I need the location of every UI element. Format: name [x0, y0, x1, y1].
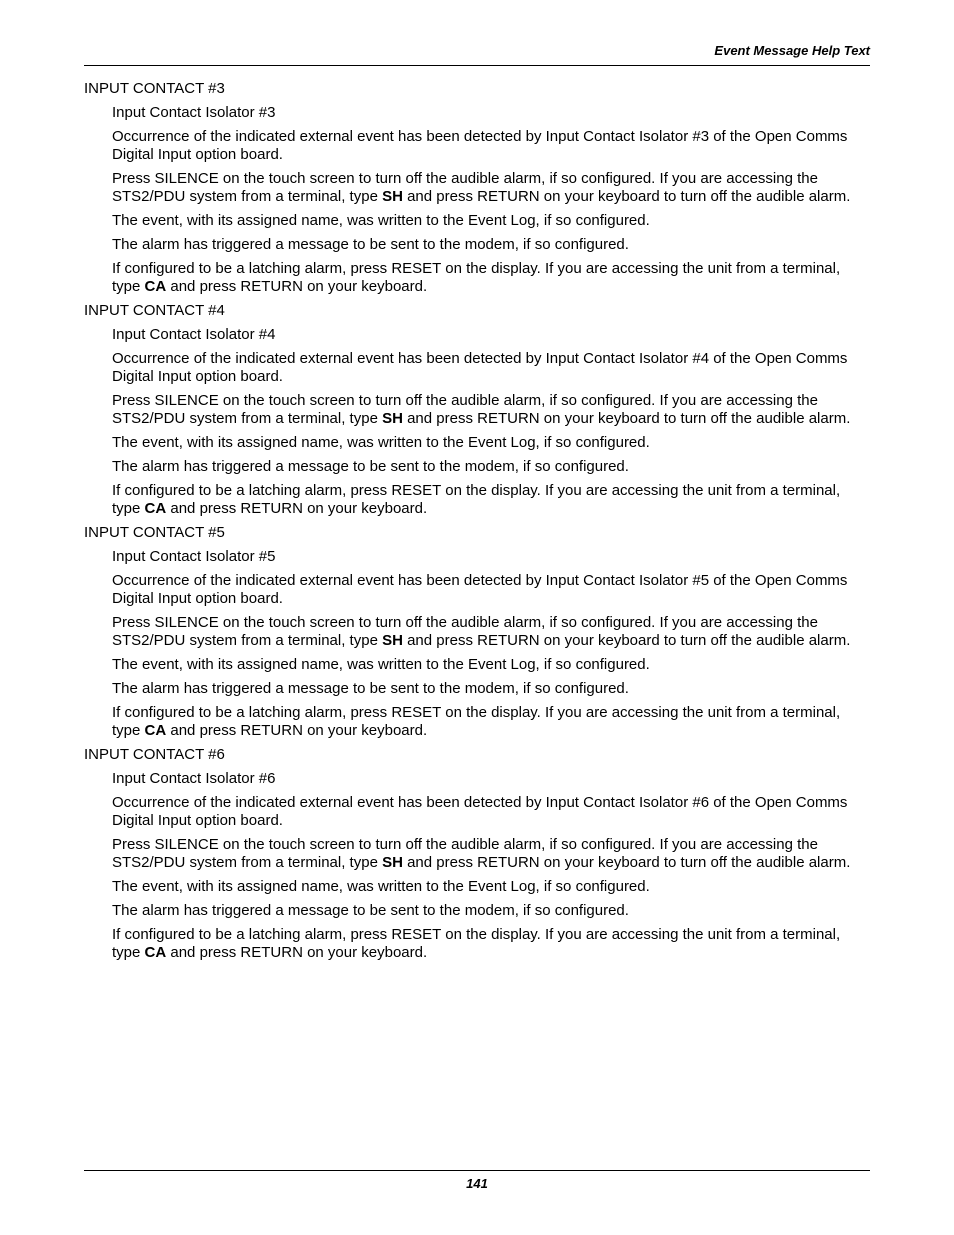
- silence-command: SH: [382, 854, 403, 871]
- isolator-name: Input Contact Isolator #5: [112, 548, 276, 565]
- silence-command: SH: [382, 632, 403, 649]
- section-input-contact-4: [84, 302, 870, 518]
- running-header: Event Message Help Text: [714, 43, 870, 58]
- silence-text-start: Press SILENCE on the touch screen to turn off the audible alarm, if so configured. If you are accessing the STS2/PDU system from a terminal, type: [112, 392, 818, 427]
- latching-text-start: If configured to be a latching alarm, press RESET on the display. If you are accessing the unit from a terminal, type: [112, 704, 841, 739]
- section-input-contact-3: [84, 80, 870, 296]
- latching-text-start: If configured to be a latching alarm, press RESET on the display. If you are accessing the unit from a terminal, type: [112, 482, 841, 517]
- modem-text: The alarm has triggered a message to be sent to the modem, if so configured.: [112, 458, 629, 475]
- section-input-contact-5: [84, 524, 870, 740]
- silence-text-end: and press RETURN on your keyboard to turn off the audible alarm.: [402, 854, 851, 871]
- section-heading: INPUT CONTACT #5: [84, 524, 225, 541]
- modem-text: The alarm has triggered a message to be sent to the modem, if so configured.: [112, 236, 629, 253]
- silence-text-end: and press RETURN on your keyboard to turn off the audible alarm.: [402, 188, 851, 205]
- modem-text: The alarm has triggered a message to be sent to the modem, if so configured.: [112, 680, 629, 697]
- latching-text-end: and press RETURN on your keyboard.: [166, 500, 428, 517]
- latching-command: CA: [144, 722, 167, 739]
- event-log-text: The event, with its assigned name, was written to the Event Log, if so configured.: [112, 212, 650, 229]
- silence-text-start: Press SILENCE on the touch screen to turn off the audible alarm, if so configured. If you are accessing the STS2/PDU system from a terminal, type: [112, 836, 818, 871]
- occurrence-text: Occurrence of the indicated external event has been detected by Input Contact Isolator #5 of the Open Comms Digital Input option board.: [112, 572, 848, 607]
- footer-rule: [84, 1170, 870, 1171]
- latching-instructions: [112, 260, 870, 296]
- silence-text-end: and press RETURN on your keyboard to turn off the audible alarm.: [402, 632, 851, 649]
- silence-instructions: [112, 614, 870, 650]
- latching-command: CA: [144, 278, 167, 295]
- event-log-text: The event, with its assigned name, was written to the Event Log, if so configured.: [112, 434, 650, 451]
- section-heading: INPUT CONTACT #6: [84, 746, 225, 763]
- section-input-contact-6: [84, 746, 870, 962]
- latching-command: CA: [144, 500, 167, 517]
- isolator-name: Input Contact Isolator #3: [112, 104, 276, 121]
- latching-instructions: [112, 704, 870, 740]
- silence-instructions: [112, 836, 870, 872]
- latching-command: CA: [144, 944, 167, 961]
- latching-text-end: and press RETURN on your keyboard.: [166, 722, 428, 739]
- latching-instructions: [112, 482, 870, 518]
- silence-text-end: and press RETURN on your keyboard to turn off the audible alarm.: [402, 410, 851, 427]
- latching-text-start: If configured to be a latching alarm, press RESET on the display. If you are accessing the unit from a terminal, type: [112, 260, 841, 295]
- event-log-text: The event, with its assigned name, was written to the Event Log, if so configured.: [112, 656, 650, 673]
- silence-text-start: Press SILENCE on the touch screen to turn off the audible alarm, if so configured. If you are accessing the STS2/PDU system from a terminal, type: [112, 170, 818, 205]
- latching-text-end: and press RETURN on your keyboard.: [166, 944, 428, 961]
- isolator-name: Input Contact Isolator #4: [112, 326, 276, 343]
- latching-instructions: [112, 926, 870, 962]
- occurrence-text: Occurrence of the indicated external event has been detected by Input Contact Isolator #3 of the Open Comms Digital Input option board.: [112, 128, 848, 163]
- latching-text-start: If configured to be a latching alarm, press RESET on the display. If you are accessing the unit from a terminal, type: [112, 926, 841, 961]
- header-rule: [84, 65, 870, 66]
- occurrence-text: Occurrence of the indicated external event has been detected by Input Contact Isolator #6 of the Open Comms Digital Input option board.: [112, 794, 848, 829]
- silence-command: SH: [382, 410, 403, 427]
- section-heading: INPUT CONTACT #3: [84, 80, 225, 97]
- document-body: [84, 80, 870, 962]
- event-log-text: The event, with its assigned name, was written to the Event Log, if so configured.: [112, 878, 650, 895]
- occurrence-text: Occurrence of the indicated external event has been detected by Input Contact Isolator #4 of the Open Comms Digital Input option board.: [112, 350, 848, 385]
- isolator-name: Input Contact Isolator #6: [112, 770, 276, 787]
- silence-text-start: Press SILENCE on the touch screen to turn off the audible alarm, if so configured. If you are accessing the STS2/PDU system from a terminal, type: [112, 614, 818, 649]
- silence-instructions: [112, 170, 870, 206]
- section-heading: INPUT CONTACT #4: [84, 302, 225, 319]
- silence-command: SH: [382, 188, 403, 205]
- latching-text-end: and press RETURN on your keyboard.: [166, 278, 428, 295]
- modem-text: The alarm has triggered a message to be sent to the modem, if so configured.: [112, 902, 629, 919]
- silence-instructions: [112, 392, 870, 428]
- page-number: 141: [466, 1176, 488, 1191]
